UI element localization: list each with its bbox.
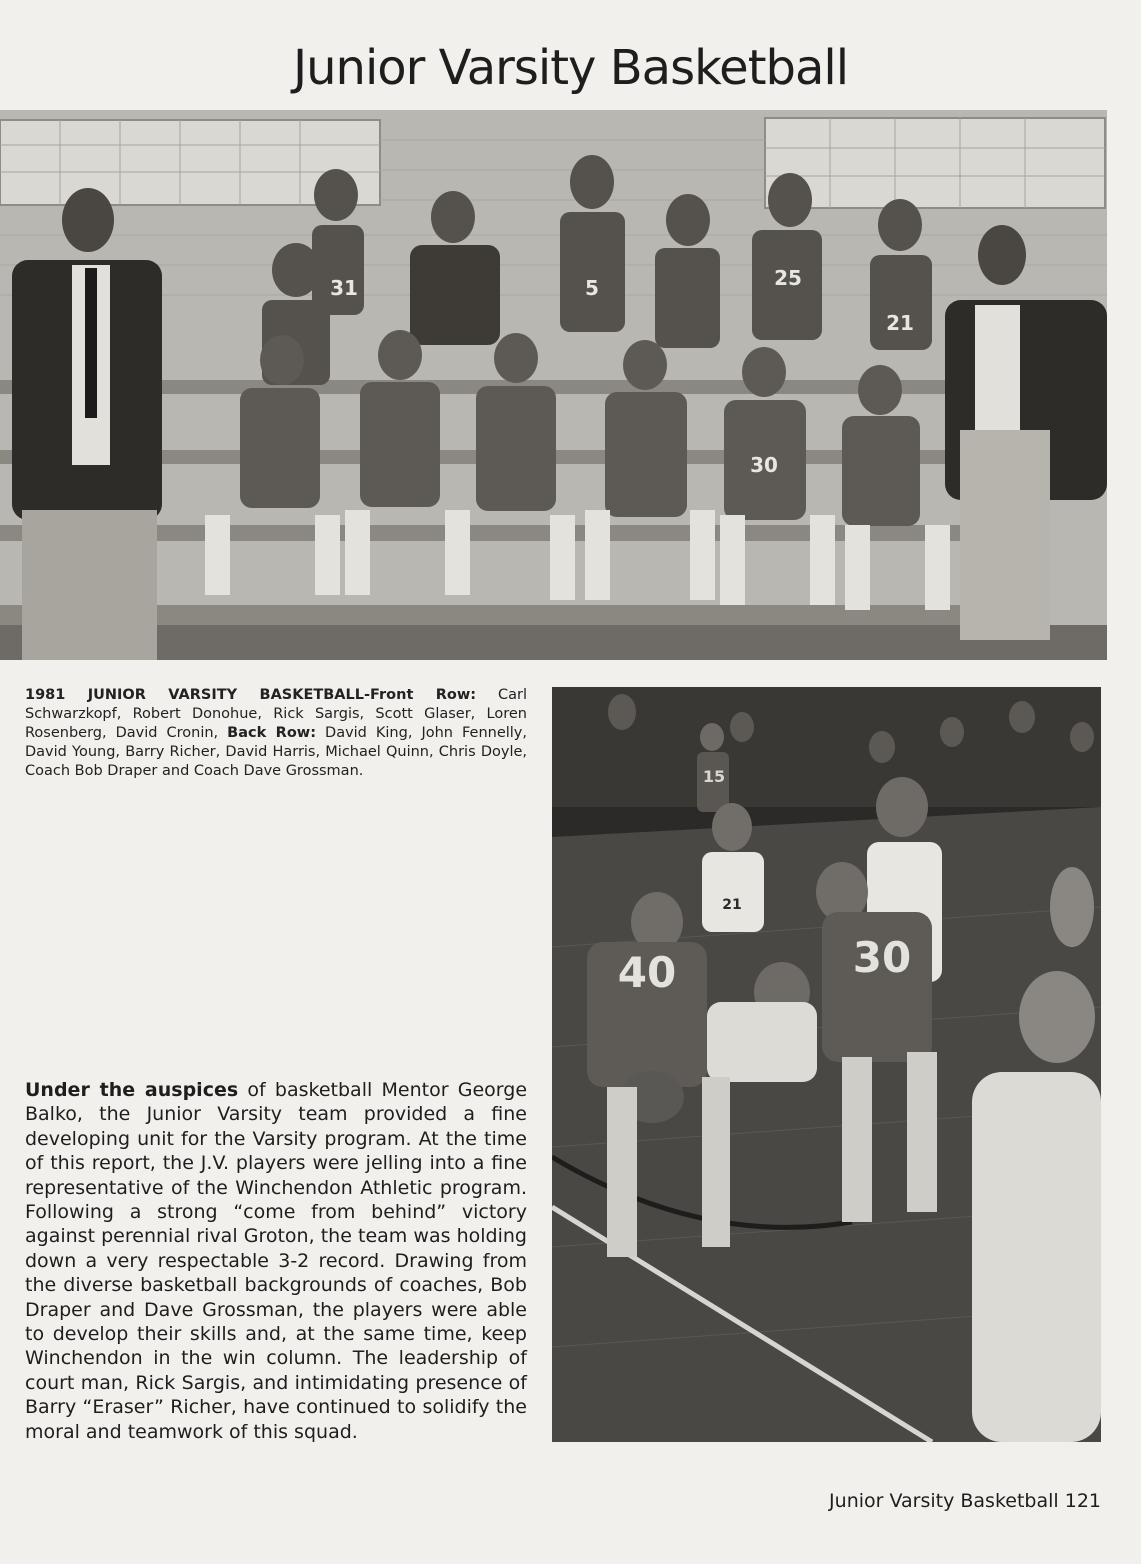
team-photo	[0, 110, 1107, 660]
footer-section-title: Junior Varsity Basketball	[829, 1490, 1059, 1512]
team-photo-illustration	[0, 110, 1107, 660]
game-action-photo	[552, 687, 1101, 1442]
jersey-number: 31	[330, 276, 358, 300]
caption-front-row: Carl Schwarzkopf, Robert Donohue, Rick Sargis, Scott Glaser, Loren Rosenberg, David Cronin,	[25, 687, 528, 741]
article-body: of basketball Mentor George Balko, the Junior Varsity team provided a fine developing unit for the Varsity program. At the time of this report, the J.V. players were jelling into a fine representative of the Winchendon Athletic program. Following a strong “come from behind” victory against perennial rival Groton, the team was holding down a very respectable 3-2 record. Drawing from the diverse basketball backgrounds of coaches, Bob Draper and Dave Grossman, the players were able to develop their skills and, at the same time, keep Winchendon in the win column. The leadership of court man, Rick Sargis, and intimidating presence of Barry “Eraser” Richer, have continued to solidify the moral and teamwork of this squad.	[25, 1079, 528, 1443]
jersey-number: 30	[852, 933, 912, 982]
jersey-number: 30	[750, 453, 778, 477]
jersey-number: 40	[617, 948, 677, 997]
caption-back-label: Back Row:	[227, 725, 317, 741]
jersey-number: 21	[722, 897, 742, 913]
jersey-number: 21	[886, 311, 914, 335]
article-text	[25, 1078, 527, 1444]
photo-caption	[25, 686, 527, 781]
page-footer	[829, 1490, 1101, 1512]
jersey-number: 15	[702, 767, 726, 786]
page-number: 121	[1064, 1490, 1101, 1512]
caption-lead: 1981 JUNIOR VARSITY BASKETBALL-Front Row:	[25, 687, 477, 703]
jersey-number: 25	[774, 266, 802, 290]
page-title: Junior Varsity Basketball	[292, 40, 849, 96]
jersey-number: 5	[585, 276, 599, 300]
caption-back-row: David King, John Fennelly, David Young, Barry Richer, David Harris, Michael Quinn, Chris Doyle, Coach Bob Draper and Coach Dave Grossman.	[25, 725, 528, 779]
game-action-illustration	[552, 687, 1101, 1442]
article-lead: Under the auspices	[25, 1079, 239, 1101]
